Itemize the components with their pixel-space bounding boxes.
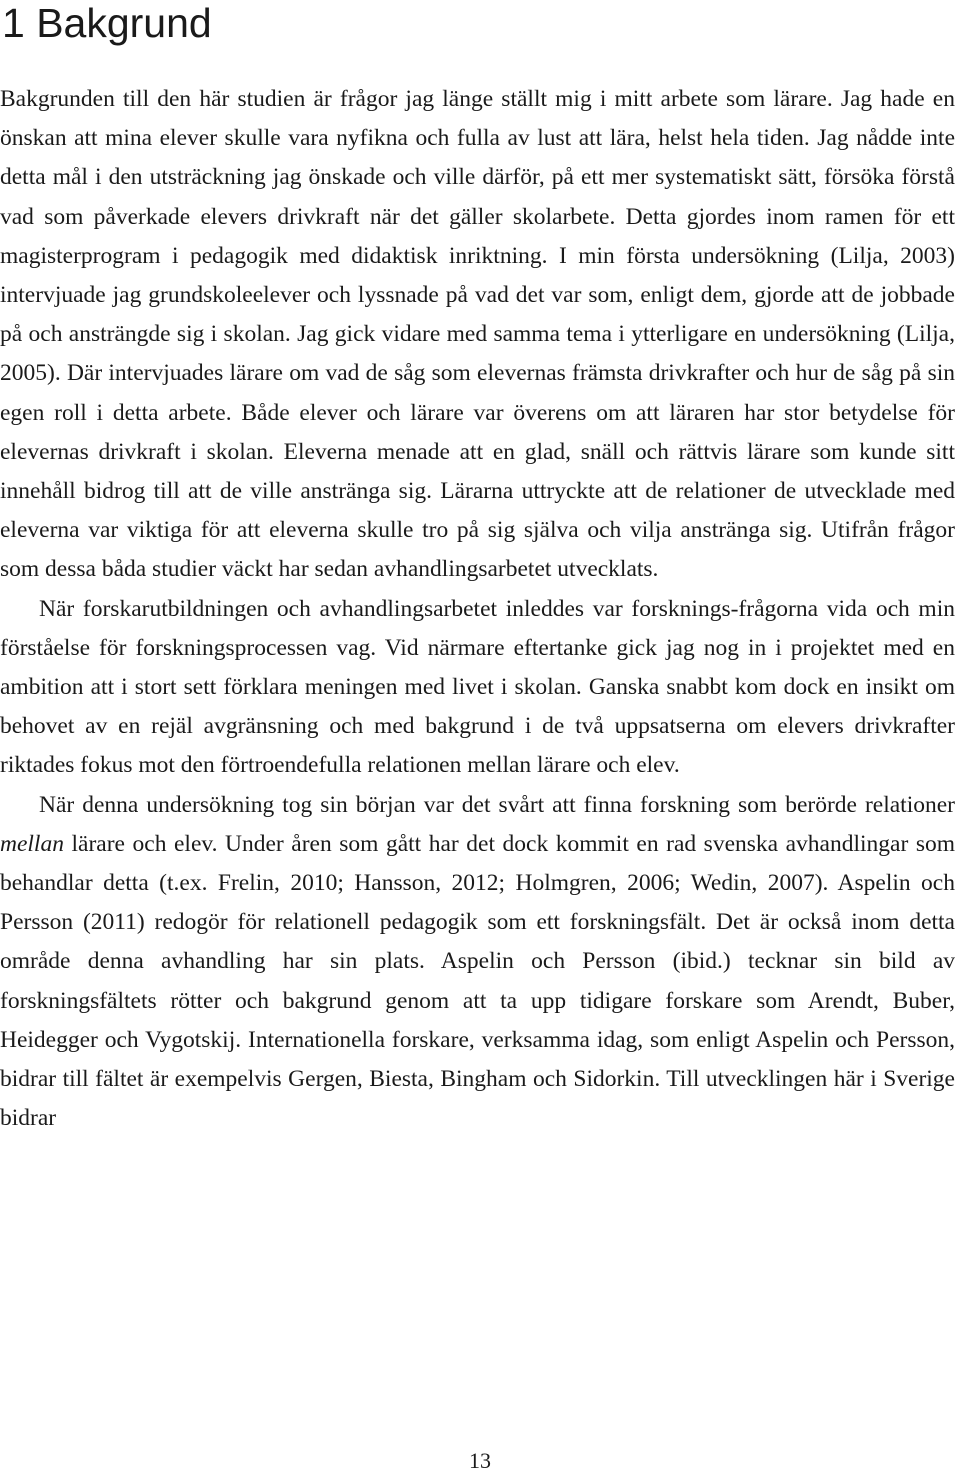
paragraph-3-text-after: lärare och elev. Under åren som gått har det dock kommit en rad svenska avhandlingar som behandlar detta (t.ex. Frelin, 2010; Hansson, 2012; Holmgren, 2006; Wedin, 2007). Aspelin och Persson (2011) redogör för relationell pedagogik som ett forskningsfält. Det är också inom detta område denna avhandling har sin plats. Aspelin och Persson (ibid.) tecknar sin bild av forskningsfältets rötter och bakgrund genom att ta upp tidigare forskare som Arendt, Buber, Heidegger och Vygotskij. Internationella forskare, verksamma idag, som enligt Aspelin och Persson, bidrar till fältet är exempelvis Gergen, Biesta, Bingham och Sidorkin. Till utvecklingen här i Sverige bidrar: [0, 830, 955, 1132]
paragraph-2: När forskarutbildningen och avhandlingsarbetet inleddes var forsknings-frågorna vida och min förståelse för forskningsprocessen vag. Vid närmare eftertanke gick jag nog in i projektet med en ambition att i stort sett förklara meningen med livet i skolan. Ganska snabbt kom dock en insikt om behovet av en rejäl avgränsning och med bakgrund i de två uppsatserna om elevers drivkrafter riktades fokus mot den förtroendefulla relationen mellan lärare och elev.: [0, 595, 955, 779]
paragraph-3-emphasis: mellan: [0, 830, 64, 857]
page-number: 13: [469, 1448, 491, 1473]
paragraph-3: [0, 786, 955, 1139]
section-heading: 1 Bakgrund: [2, 0, 212, 46]
paragraph-1: Bakgrunden till den här studien är frågor jag länge ställt mig i mitt arbete som lärare. Jag hade en önskan att mina elever skulle vara nyfikna och fulla av lust att lära, helst hela tiden. Jag nådde inte detta mål i den utsträckning jag önskade och ville därför, på ett mer systematiskt sätt, försöka förstå vad som påverkade elevers drivkraft när det gäller skolarbete. Detta gjordes inom ramen för ett magisterprogram i pedagogik med didaktisk inriktning. I min första undersökning (Lilja, 2003) intervjuade jag grundskoleelever och lyssnade på vad det var som, enligt dem, gjorde att de jobbade på och ansträngde sig i skolan. Jag gick vidare med samma tema i ytterligare en undersökning (Lilja, 2005). Där intervjuades lärare om vad de såg som elevernas främsta drivkrafter och hur de såg på sin egen roll i detta arbete. Både elever och lärare var överens om att läraren har stor betydelse för elevernas drivkraft i skolan. Eleverna menade att en glad, snäll och rättvis lärare som kunde sitt innehåll bidrog till att de ville anstränga sig. Lärarna uttryckte att de relationer de utvecklade med eleverna var viktiga för att eleverna skulle tro på sig själva och vilja anstränga sig. Utifrån frågor som dessa båda studier väckt har sedan avhandlingsarbetet utvecklats.: [0, 86, 955, 583]
paragraph-3-text-before: När denna undersökning tog sin början var det svårt att finna forskning som berörde relationer: [39, 791, 955, 818]
body-text: [0, 80, 955, 1138]
